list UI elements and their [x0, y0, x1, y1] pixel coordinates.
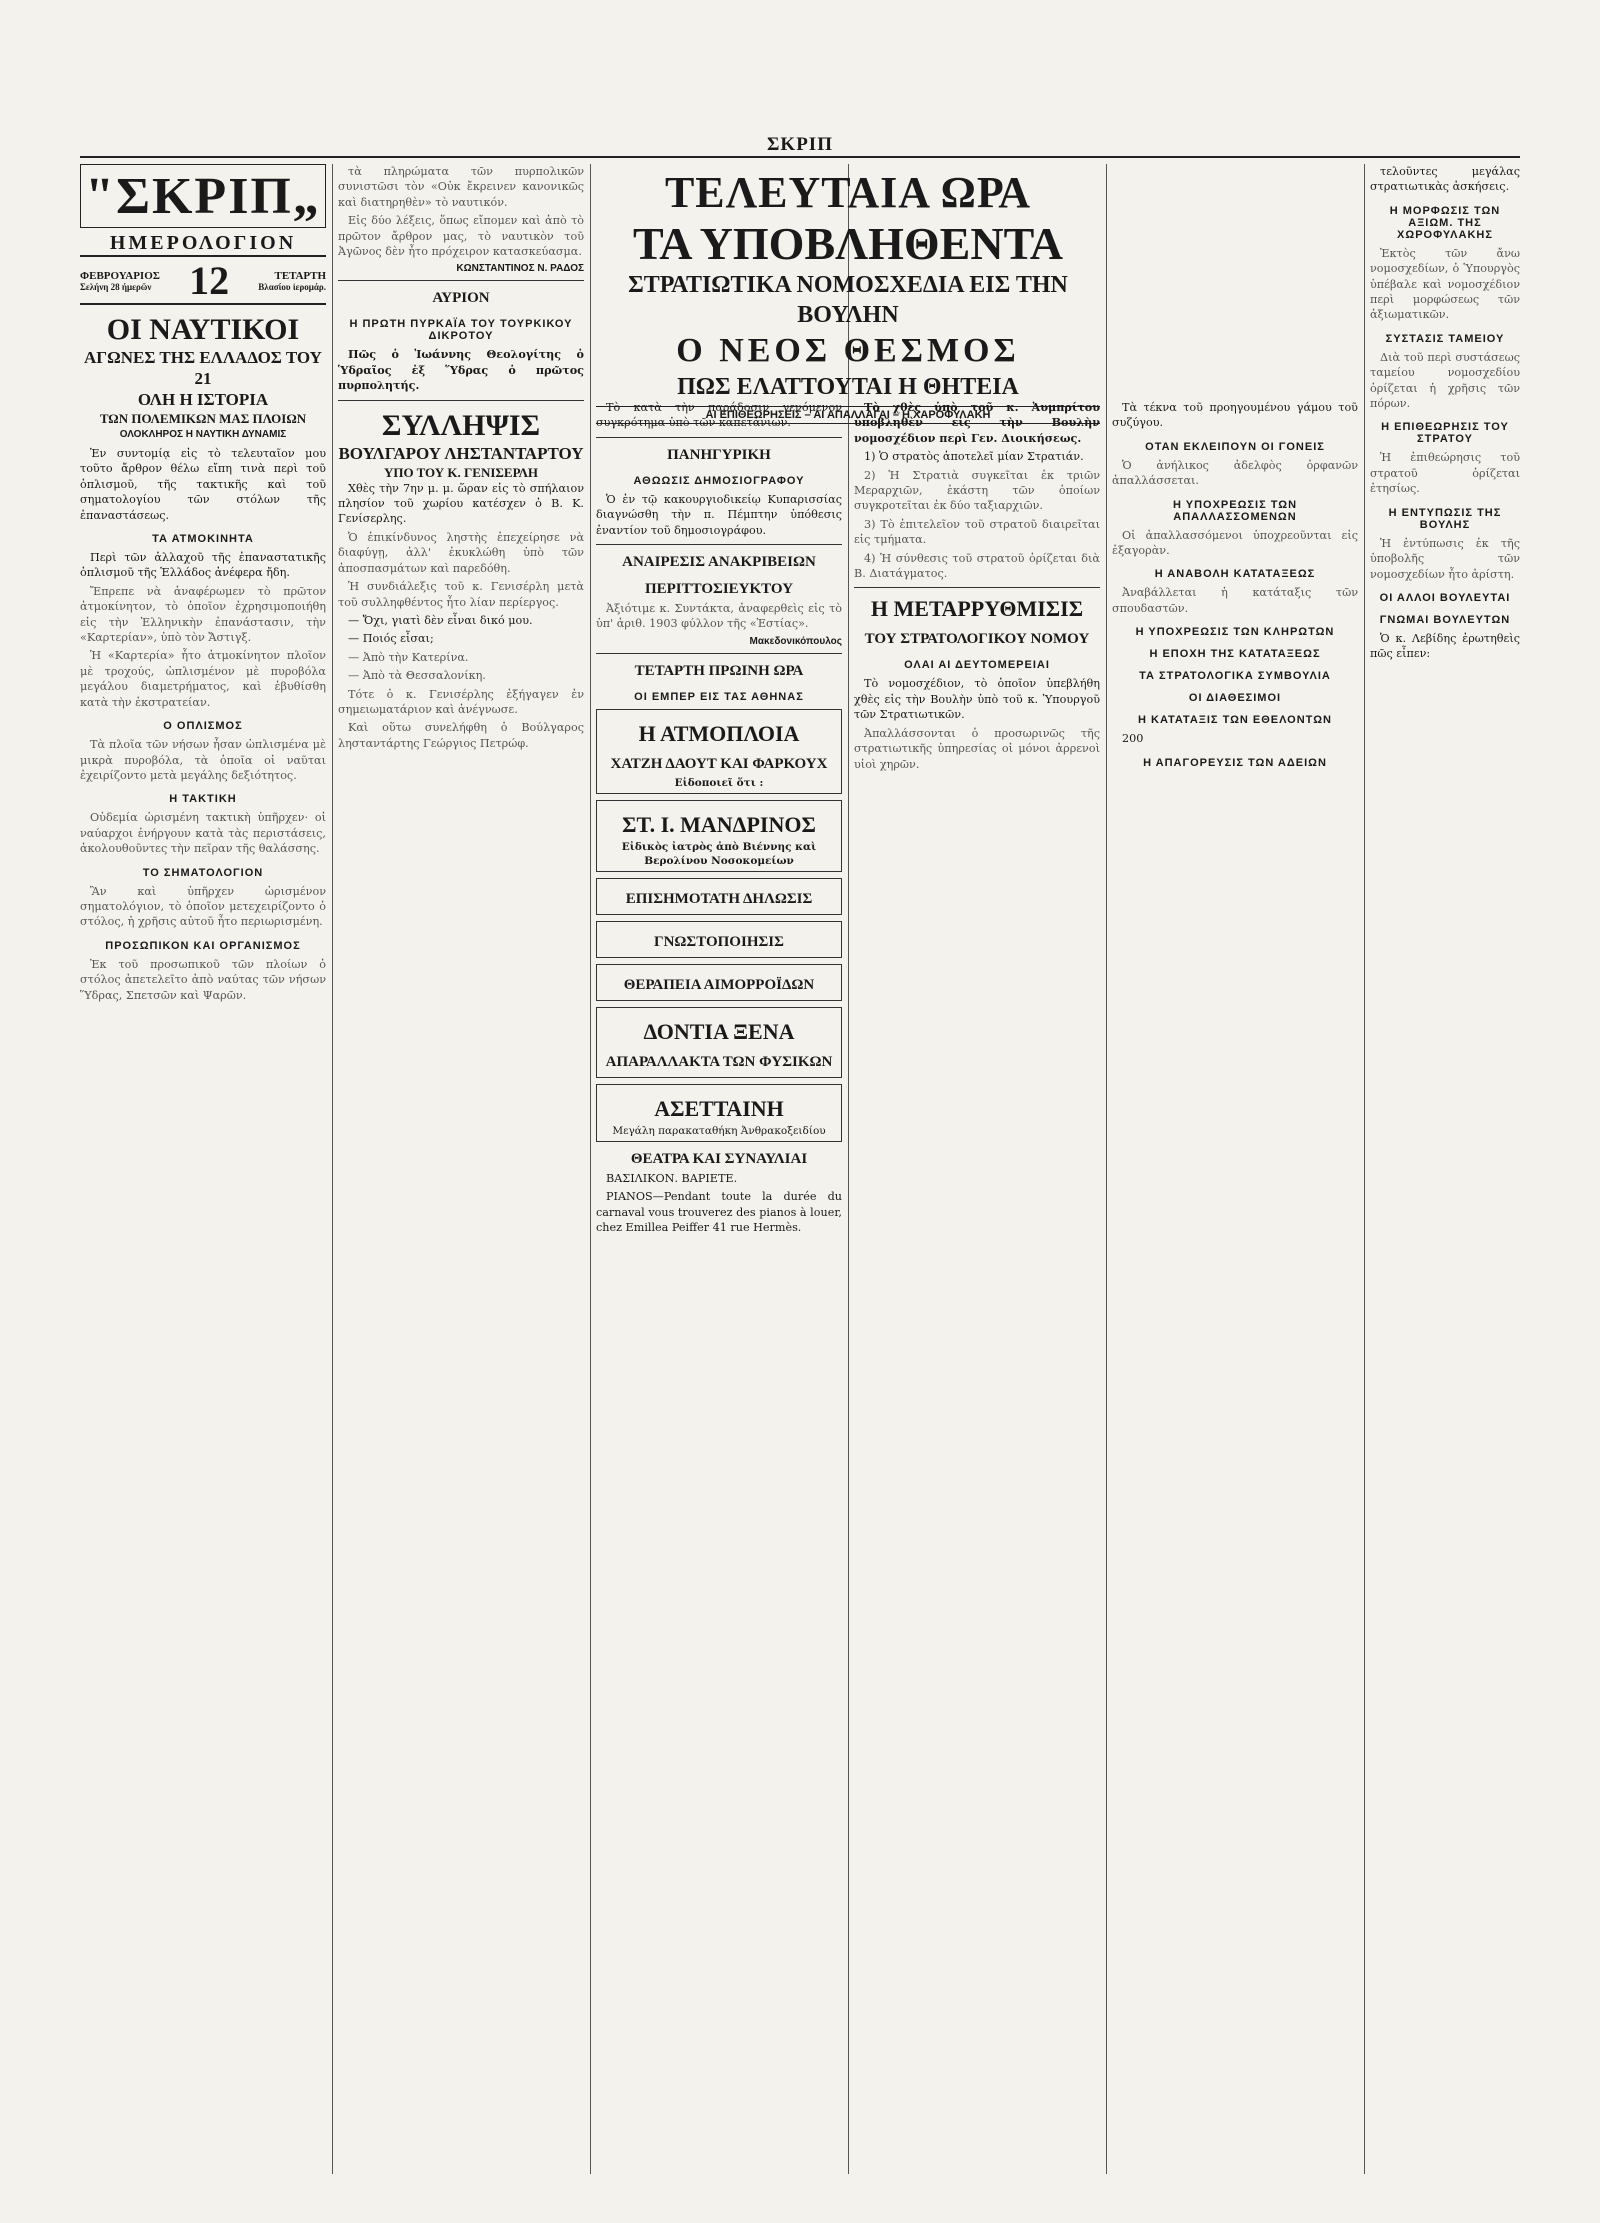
- section-subheading: ΠΕΡΙΤΤΟΣΙΕΥΚΤΟΥ: [644, 581, 794, 598]
- ad-title: Η ΑΤΜΟΠΛΟΙΑ: [638, 720, 800, 746]
- section-heading: ΤΟ ΣΗΜΑΤΟΛΟΓΙΟΝ: [142, 866, 264, 879]
- section-heading: ΑΥΡΙΟΝ: [432, 290, 490, 307]
- banner-headline: ΤΑ ΥΠΟΒΛΗΘΕΝΤΑ: [632, 218, 1063, 269]
- ad-title: ΣΤ. Ι. ΜΑΝΔΡΙΝΟΣ: [622, 811, 816, 837]
- section-heading: Η ΕΠΙΘΕΩΡΗΣΙΣ ΤΟΥ ΣΤΡΑΤΟΥ: [1381, 421, 1509, 446]
- section-heading: Η ΜΕΤΑΡΡΥΘΜΙΣΙΣ: [870, 596, 1084, 622]
- ad-text: Μεγάλη παρακαταθήκη Ἀνθρακοξειδίου: [612, 1124, 826, 1137]
- section-heading: ΤΕΤΑΡΤΗ ΠΡΩΙΝΗ ΩΡΑ: [634, 662, 804, 679]
- ad-title: ΕΠΙΣΗΜΟΤΑΤΗ ΔΗΛΩΣΙΣ: [625, 890, 813, 907]
- section-heading: Η ΥΠΟΧΡΕΩΣΙΣ ΤΩΝ ΑΠΑΛΛΑΣΣΟΜΕΝΩΝ: [1172, 498, 1298, 523]
- article-paragraph: Πῶς ὁ Ἰωάννης Θεολογίτης ὁ Ὑδραῖος ἐξ Ὕδρας ὁ πρῶτος πυρπολητής.: [338, 347, 584, 393]
- banner-deck: Ο ΝΕΟΣ ΘΕΣΜΟΣ: [676, 332, 1020, 369]
- text-block: Ἀπαλλάσσονται ὁ προσωρινῶς τῆς στρατιωτικῆς ὑπηρεσίας οἱ μόνοι ἀρρενοὶ υἱοὶ χηρῶν.: [854, 726, 1100, 771]
- text-block: Ὁ ἐπικίνδυνος ληστὴς ἐπεχείρησε νὰ διαφύγῃ, ἀλλ' ἐκυκλώθη ὑπὸ τῶν ἀποσπασμάτων καὶ παρεδόθη. Ἡ συνδιάλεξις τοῦ κ. Γενισέρλη μετὰ τοῦ συλληφθέντος ἦτο λίαν περίεργος.: [338, 530, 584, 609]
- advertisement: [596, 1084, 842, 1142]
- signature: Μακεδονικόπουλος: [749, 635, 842, 647]
- section-subheading: Η ΠΡΩΤΗ ΠΥΡΚΑΪΑ ΤΟΥ ΤΟΥΡΚΙΚΟΥ ΔΙΚΡΟΤΟΥ: [349, 318, 573, 343]
- text-block: Ἔπρεπε νὰ ἀναφέρωμεν τὸ πρῶτον ἀτμοκίνητον, τὸ ὁποῖον ἐχρησιμοποιήθη εἰς τὴν Ἑλληνικὴν ἐπανάστασιν, τὴν «Καρτερίαν», ὑπὸ τὸν Ἄστιγξ. Ἡ «Καρτερία» ἦτο ἀτμοκίνητον πλοῖον μὲ τροχούς, ὡπλισμένον μὲ πυροβόλα μεγάλου διαμετρήματος, καὶ ἐβυθίσθη κατὰ τὴν ἐκστρατείαν.: [80, 584, 326, 709]
- banner-subheadline: ΣΤΡΑΤΙΩΤΙΚΑ ΝΟΜΟΣΧΕΔΙΑ ΕΙΣ ΤΗΝ ΒΟΥΛΗΝ: [628, 272, 1068, 328]
- section-subheading: ΟΙ ΕΜΠΕΡ ΕΙΣ ΤΑΣ ΑΘΗΝΑΣ: [634, 690, 804, 703]
- column-divider: [1106, 164, 1107, 2174]
- text-block: Ἂν καὶ ὑπῆρχεν ὡρισμένον σηματολόγιον, τὸ ὁποῖον μετεχειρίζοντο ὁ στόλος, ἡ χρῆσις αὐτοῦ ἦτο περιωρισμένη.: [80, 884, 326, 929]
- text-block: Ἡ ἐπιθεώρησις τοῦ στρατοῦ ὁρίζεται ἐτησίως.: [1370, 451, 1520, 496]
- advertisement: [596, 1007, 842, 1078]
- section-heading: Η ΚΑΤΑΤΑΞΙΣ ΤΩΝ ΕΘΕΛΟΝΤΩΝ: [1138, 714, 1332, 727]
- column-2: [338, 164, 584, 2174]
- banner-kicker: ΑΙ ΕΠΙΘΕΩΡΗΣΕΙΣ – ΑΙ ΑΠΑΛΛΑΓΑΙ – Η ΧΑΡΟΦΥΛΑΚΗ: [596, 406, 1100, 424]
- section-heading: ΟΙ ΔΙΑΘΕΣΙΜΟΙ: [1188, 692, 1282, 705]
- text-block: Ἀναβάλλεται ἡ κατάταξις τῶν σπουδαστῶν.: [1112, 586, 1358, 615]
- article-paragraph: ΒΑΣΙΛΙΚΟΝ. ΒΑΡΙΕΤΕ.: [606, 1171, 738, 1185]
- divider: [596, 544, 842, 545]
- text-block: Ἐκ τοῦ προσωπικοῦ τῶν πλοίων ὁ στόλος ἀπετελεῖτο ἀπὸ ναύτας τῶν νήσων Ὕδρας, Σπετσῶν καὶ Ψαρῶν.: [80, 957, 326, 1002]
- weekday-label: ΤΕΤΑΡΤΗ: [274, 270, 326, 282]
- column-1: [80, 164, 326, 2174]
- section-heading: Η ΤΑΚΤΙΚΗ: [169, 793, 237, 806]
- ad-text: Εἰδικὸς ἰατρὸς ἀπὸ Βιέννης καὶ Βερολίνου Νοσοκομείων: [621, 840, 817, 867]
- column-6: [1370, 164, 1520, 2174]
- text-block: Οὐδεμία ὡρισμένη τακτικὴ ὑπῆρχεν· οἱ ναύαρχοι ἐνήργουν κατὰ τὰς περιστάσεις, ἀκολουθοῦντες τὴν πεῖραν τῆς θαλάσσης.: [80, 811, 326, 856]
- byline: ΚΩΝΣΤΑΝΤΙΝΟΣ Ν. ΡΑΔΟΣ: [456, 263, 584, 275]
- section-heading: ΑΝΑΙΡΕΣΙΣ ΑΝΑΚΡΙΒΕΙΩΝ: [622, 554, 816, 571]
- section-heading: Η ΑΠΑΓΟΡΕΥΣΙΣ ΤΩΝ ΑΔΕΙΩΝ: [1143, 756, 1327, 769]
- section-heading: ΟΙ ΑΛΛΟΙ ΒΟΥΛΕΥΤΑΙ: [1379, 591, 1511, 604]
- advertisement: [596, 800, 842, 872]
- section-heading: ΤΑ ΣΤΡΑΤΟΛΟΓΙΚΑ ΣΥΜΒΟΥΛΙΑ: [1139, 670, 1331, 683]
- article-paragraph: Περὶ τῶν ἀλλαχοῦ τῆς ἐπαναστατικῆς ὁπλισμοῦ τῆς Ἑλλάδος ἀνέφερα ἤδη.: [80, 551, 326, 580]
- subheadline-arrest: ΒΟΥΛΓΑΡΟΥ ΛΗΣΤΑΝΤΑΡΤΟΥ: [338, 443, 584, 463]
- deck-history: ΟΛΗ Η ΙΣΤΟΡΙΑ: [137, 390, 269, 409]
- text-block: Ὁ ἀνήλικος ἀδελφὸς ὀρφανῶν ἀπαλλάσσεται.: [1112, 458, 1358, 488]
- last-hour-banner: [596, 168, 1100, 424]
- kicker-navy: ΟΛΟΚΛΗΡΟΣ Η ΝΑΥΤΙΚΗ ΔΥΝΑΜΙΣ: [119, 429, 287, 440]
- calendar-title: ΗΜΕΡΟΛΟΓΙΟΝ: [80, 232, 326, 257]
- article-paragraph: Ὁ ἐν τῷ κακουργιοδικείῳ Κυπαρισσίας διαγνώσθη τὴν π. Πέμπτην ὑπόθεσις ἐναντίον τοῦ δημοσιογράφου.: [596, 492, 842, 537]
- ad-title: ΘΕΡΑΠΕΙΑ ΑΙΜΟΡΡΟΪΔΩΝ: [623, 976, 815, 993]
- section-heading: ΘΕΑΤΡΑ ΚΑΙ ΣΥΝΑΥΛΙΑΙ: [630, 1150, 808, 1167]
- subheadline-naval: ΑΓΩΝΕΣ ΤΗΣ ΕΛΛΑΔΟΣ ΤΟΥ 21: [84, 348, 322, 388]
- saint-note: Βλασίου ἱερομάρ.: [258, 282, 326, 292]
- top-rule: [80, 156, 1520, 158]
- text-block: Οἱ ἀπαλλασσόμενοι ὑποχρεοῦνται εἰς ἐξαγορὰν.: [1112, 528, 1358, 558]
- ad-subtitle: ΑΠΑΡΑΛΛΑΚΤΑ ΤΩΝ ΦΥΣΙΚΩΝ: [605, 1053, 833, 1070]
- divider: [338, 400, 584, 401]
- headline-naval: ΟΙ ΝΑΥΤΙΚΟΙ: [106, 313, 300, 346]
- section-heading: Η ΕΝΤΥΠΩΣΙΣ ΤΗΣ ΒΟΥΛΗΣ: [1388, 506, 1502, 531]
- ad-subtitle: ΧΑΤΖΗ ΔΑΟΥΤ ΚΑΙ ΦΑΡΚΟΥΧ: [610, 755, 828, 772]
- section-heading: Η ΥΠΟΧΡΕΩΣΙΣ ΤΩΝ ΚΛΗΡΩΤΩΝ: [1135, 626, 1335, 639]
- divider: [338, 280, 584, 281]
- text-block: Ἡ ἐντύπωσις ἐκ τῆς ὑποβολῆς τῶν νομοσχεδίων ἦτο ἀρίστη.: [1370, 536, 1520, 581]
- article-paragraph: τελοῦντες μεγάλας στρατιωτικὰς ἀσκήσεις.: [1370, 165, 1520, 194]
- section-heading: ΓΝΩΜΑΙ ΒΟΥΛΕΥΤΩΝ: [1379, 613, 1511, 626]
- day-number: 12: [189, 258, 230, 303]
- masthead-title: "ΣΚΡΙΠ„: [80, 164, 326, 228]
- section-heading: Η ΑΝΑΒΟΛΗ ΚΑΤΑΤΑΞΕΩΣ: [1154, 568, 1316, 581]
- column-4: [854, 400, 1100, 2174]
- text-block: 2) Ἡ Στρατιὰ συγκεῖται ἐκ τριῶν Μεραρχιῶν, ἑκάστη τῶν ὁποίων συγκροτεῖται ἐκ δύο ταξιαρχιῶν. 3) Τὸ ἐπιτελεῖον τοῦ στρατοῦ διαιρεῖται εἰς τμήματα. 4) Ἡ σύνθεσις τοῦ στρατοῦ ὁρίζεται διὰ Β. Διατάγματος.: [854, 468, 1100, 581]
- advertisement: [596, 964, 842, 1001]
- advertisement: [596, 878, 842, 915]
- section-kicker: ΟΛΑΙ ΑΙ ΔΕΥΤΟΜΕΡΕΙΑΙ: [904, 659, 1050, 672]
- article-intro: Ἐν συντομίᾳ εἰς τὸ τελευταῖον μου τοῦτο ἄρθρον θέλω εἴπη τινὰ περὶ τοῦ ὁπλισμοῦ, τῆς τακτικῆς καὶ τοῦ σηματολογίου τῶν στόλων τῆς ἐπαναστάσεως.: [80, 447, 326, 522]
- article-paragraph: Τὰ τέκνα τοῦ προηγουμένου γάμου τοῦ συζύγου.: [1112, 401, 1358, 430]
- article-paragraph: Χθὲς τὴν 7ην μ. μ. ὥραν εἰς τὸ σπήλαιον πλησίον τοῦ χωρίου κατέσχεν ὁ Β. Κ. Γενίσερλης.: [338, 481, 584, 526]
- running-head: ΣΚΡΙΠ: [767, 134, 833, 155]
- section-heading: ΤΑ ΑΤΜΟΚΙΝΗΤΑ: [152, 533, 254, 546]
- article-paragraph: 1) Ὁ στρατὸς ἀποτελεῖ μίαν Στρατιάν.: [864, 450, 1084, 464]
- section-heading: Ο ΟΠΛΙΣΜΟΣ: [163, 720, 243, 733]
- article-paragraph: Τὸ νομοσχέδιον, τὸ ὁποῖον ὑπεβλήθη χθὲς εἰς τὴν Βουλὴν ὑπὸ τοῦ κ. Ὑπουργοῦ τῶν Στρατιωτικῶν.: [854, 677, 1100, 722]
- headline-arrest: ΣΥΛΛΗΨΙΣ: [381, 408, 541, 442]
- column-divider: [332, 164, 333, 2174]
- date-line: [80, 259, 326, 305]
- column-divider: [848, 164, 849, 2174]
- divider: [596, 437, 842, 438]
- article-paragraph: PIANOS—Pendant toute la durée du carnaval vous trouverez des pianos à louer, chez Emillea Peiffer 41 rue Hermès.: [596, 1190, 842, 1235]
- ad-title: ΔΟΝΤΙΑ ΞΕΝΑ: [643, 1018, 795, 1044]
- text-block: Ἀξιότιμε κ. Συντάκτα, ἀναφερθεὶς εἰς τὸ ὑπ' ἀριθ. 1903 φύλλον τῆς «Ἑστίας».: [596, 602, 842, 631]
- article-paragraph: Τὸ κατὰ τὴν παράδοσιν γενόμενον συγκρότημα ὑπὸ τῶν καπετάνιων.: [596, 401, 842, 430]
- ad-title: ΓΝΩΣΤΟΠΟΙΗΣΙΣ: [654, 933, 784, 950]
- section-heading: ΟΤΑΝ ΕΚΛΕΙΠΟΥΝ ΟΙ ΓΟΝΕΙΣ: [1145, 440, 1325, 453]
- article-paragraph: — Ὄχι, γιατὶ δὲν εἶναι δικό μου.: [348, 613, 533, 627]
- section-subheading: ΑΘΩΩΣΙΣ ΔΗΜΟΣΙΟΓΡΑΦΟΥ: [633, 474, 805, 487]
- text-block: Ἐκτὸς τῶν ἄνω νομοσχεδίων, ὁ Ὑπουργὸς ὑπέβαλε καὶ νομοσχέδιον περὶ μορφώσεως τῶν ἀξιωματικῶν.: [1370, 246, 1520, 322]
- section-heading: ΣΥΣΤΑΣΙΣ ΤΑΜΕΙΟΥ: [1385, 332, 1505, 345]
- divider: [596, 653, 842, 654]
- fee-amount: 200: [1122, 732, 1144, 746]
- column-3: [596, 400, 842, 2174]
- section-subheading: ΤΟΥ ΣΤΡΑΤΟΛΟΓΙΚΟΥ ΝΟΜΟΥ: [864, 631, 1090, 648]
- article-paragraph: Ὁ κ. Λεβίδης ἐρωτηθεὶς πῶς εἶπεν:: [1370, 631, 1520, 661]
- column-5: [1112, 400, 1358, 2174]
- section-heading: Η ΕΠΟΧΗ ΤΗΣ ΚΑΤΑΤΑΞΕΩΣ: [1149, 648, 1321, 661]
- moon-note: Σελήνη 28 ήμερῶν: [80, 282, 152, 292]
- month-label: ΦΕΒΡΟΥΑΡΙΟΣ: [80, 270, 160, 282]
- banner-title: ΤΕΛΕΥΤΑΙΑ ΩΡΑ: [664, 168, 1032, 217]
- column-divider: [1364, 164, 1365, 2174]
- section-heading: ΠΑΝΗΓΥΡΙΚΗ: [667, 446, 771, 463]
- text-block: Τὰ πλοῖα τῶν νήσων ἦσαν ὡπλισμένα μὲ μικρὰ πυροβόλα, τὰ ὁποῖα οἱ ναῦται ἐχειρίζοντο μετὰ μεγάλης δεξιότητος.: [80, 738, 326, 782]
- text-block: τὰ πληρώματα τῶν πυρπολικῶν συνιστῶσι τὸν «Οὐκ ἔκρεινεν κανονικῶς καὶ διατηρηθὲν» τὸ ναυτικόν. Εἰς δύο λέξεις, ὅπως εἴπομεν καὶ ἀπὸ τὸ πρῶτον ἄρθρον μας, τὸ ναυτικὸν τοῦ Ἀγῶνος δὲν ἦτο πρόχειρον κατασκεύασμα.: [338, 165, 584, 259]
- text-block: Διὰ τοῦ περὶ συστάσεως ταμείου νομοσχεδίου ὁρίζεται ἡ χρῆσις τῶν πόρων.: [1370, 350, 1520, 411]
- ad-title: ΑΣΕΤΤΑΙΝΗ: [654, 1095, 784, 1121]
- article-paragraph: — Ποιός εἶσαι;: [348, 632, 434, 646]
- text-block: — Ἀπὸ τὴν Κατερίνα. — Ἀπὸ τὰ Θεσσαλονίκη. Τότε ὁ κ. Γενισέρλης ἐξήγαγεν ἐν σημειωματάριον καὶ ἀνέγνωσε. Καὶ οὕτω συνελήφθη ὁ Βούλγαρος λησταντάρτης Γεώργιος Πετρώφ.: [338, 650, 584, 750]
- ad-text: Εἰδοποιεῖ ὅτι :: [674, 776, 764, 789]
- article-paragraph: Τὸ χθὲς ὑπὸ τοῦ κ. Ἀυμπρίτου ὑποβληθὲν εἰς τὴν Βουλὴν νομοσχέδιον περὶ Γεν. Διοικήσεως.: [854, 400, 1100, 445]
- banner-deck-2: ΠΩΣ ΕΛΑΤΤΟΥΤΑΙ Η ΘΗΤΕΙΑ: [677, 374, 1019, 400]
- column-divider: [590, 164, 591, 2174]
- advertisement: [596, 709, 842, 794]
- deck-ships: ΤΩΝ ΠΟΛΕΜΙΚΩΝ ΜΑΣ ΠΛΟΙΩΝ: [99, 411, 307, 426]
- divider: [854, 587, 1100, 588]
- section-heading: Η ΜΟΡΦΩΣΙΣ ΤΩΝ ΑΞΙΩΜ. ΤΗΣ ΧΩΡΟΦΥΛΑΚΗΣ: [1389, 204, 1501, 241]
- section-heading: ΠΡΟΣΩΠΙΚΟΝ ΚΑΙ ΟΡΓΑΝΙΣΜΟΣ: [105, 939, 301, 952]
- byline-arrest: ΥΠΟ ΤΟΥ Κ. ΓΕΝΙΣΕΡΛΗ: [383, 464, 539, 480]
- advertisement: [596, 921, 842, 958]
